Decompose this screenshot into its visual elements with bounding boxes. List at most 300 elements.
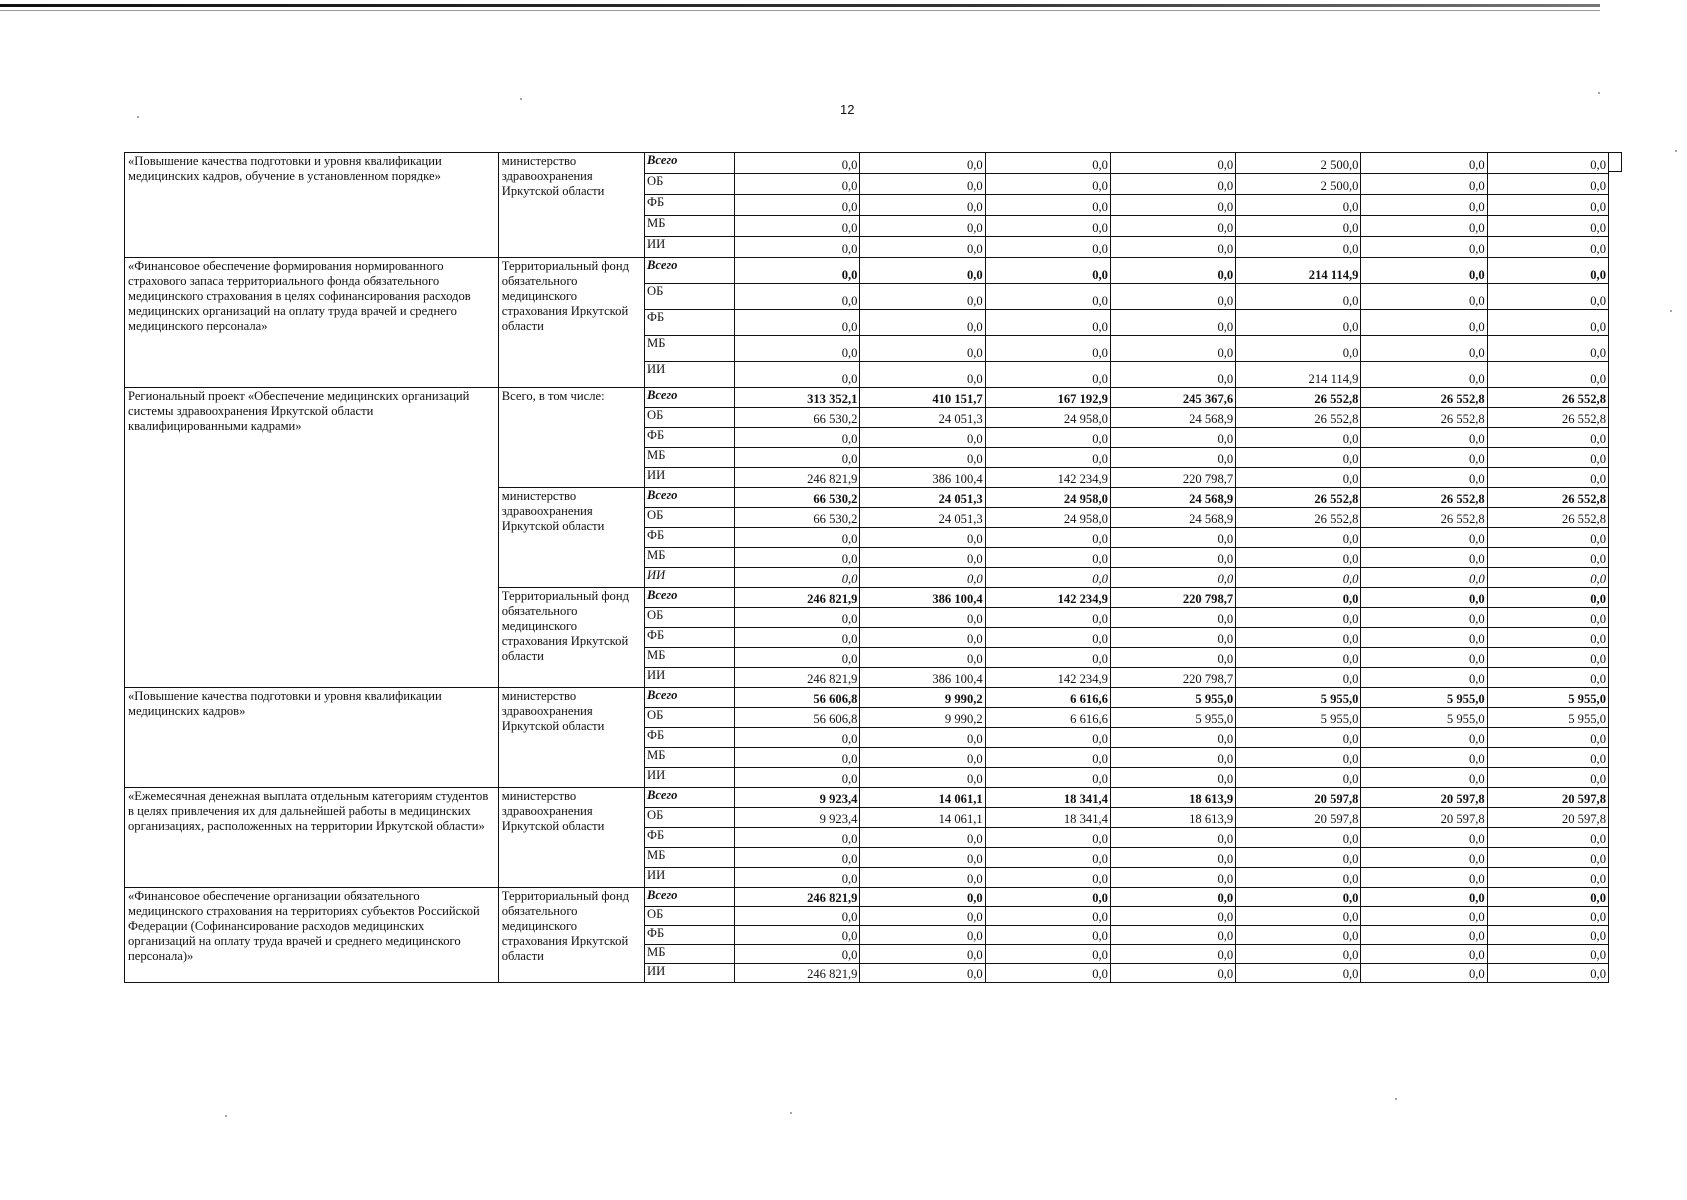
amount-cell: 0,0	[860, 548, 985, 568]
budget-table-body	[125, 153, 1609, 983]
amount-cell: 0,0	[1110, 568, 1235, 588]
amount-cell: 5 955,0	[1487, 708, 1608, 728]
table-row	[125, 788, 1609, 808]
amount-cell: 5 955,0	[1361, 708, 1487, 728]
funding-source: ОБ	[645, 284, 735, 310]
amount-cell: 26 552,8	[1487, 408, 1608, 428]
amount-cell: 26 552,8	[1236, 488, 1361, 508]
amount-cell: 0,0	[1487, 528, 1608, 548]
funding-source: ИИ	[645, 964, 735, 983]
funding-source: ФБ	[645, 428, 735, 448]
amount-cell: 0,0	[1110, 153, 1235, 174]
amount-cell: 0,0	[1110, 258, 1235, 284]
amount-cell: 9 923,4	[735, 788, 860, 808]
amount-cell: 24 958,0	[985, 508, 1110, 528]
amount-cell: 0,0	[1487, 907, 1608, 926]
amount-cell: 0,0	[1487, 945, 1608, 964]
funding-source: ФБ	[645, 628, 735, 648]
amount-cell: 0,0	[1110, 848, 1235, 868]
funding-source: ИИ	[645, 668, 735, 688]
amount-cell: 0,0	[985, 907, 1110, 926]
amount-cell: 0,0	[985, 336, 1110, 362]
scan-speck	[1670, 310, 1672, 312]
amount-cell: 0,0	[985, 284, 1110, 310]
amount-cell: 0,0	[860, 362, 985, 388]
funding-source: Всего	[645, 488, 735, 508]
table-row	[125, 388, 1609, 408]
amount-cell: 20 597,8	[1487, 788, 1608, 808]
amount-cell: 0,0	[735, 216, 860, 237]
amount-cell: 0,0	[735, 548, 860, 568]
amount-cell: 0,0	[985, 768, 1110, 788]
amount-cell: 0,0	[1110, 648, 1235, 668]
amount-cell: 5 955,0	[1236, 688, 1361, 708]
amount-cell: 0,0	[1361, 428, 1487, 448]
amount-cell: 5 955,0	[1487, 688, 1608, 708]
funding-source: Всего	[645, 588, 735, 608]
amount-cell: 0,0	[985, 608, 1110, 628]
amount-cell: 0,0	[1487, 668, 1608, 688]
amount-cell: 0,0	[1487, 588, 1608, 608]
amount-cell: 0,0	[985, 195, 1110, 216]
amount-cell: 0,0	[1236, 468, 1361, 488]
table-row	[125, 688, 1609, 708]
amount-cell: 0,0	[735, 648, 860, 668]
funding-source: ОБ	[645, 608, 735, 628]
funding-source: Всего	[645, 388, 735, 408]
amount-cell: 0,0	[860, 728, 985, 748]
amount-cell: 167 192,9	[985, 388, 1110, 408]
funding-source: ОБ	[645, 708, 735, 728]
amount-cell: 0,0	[1110, 174, 1235, 195]
amount-cell: 26 552,8	[1487, 488, 1608, 508]
table-row	[125, 153, 1609, 174]
amount-cell: 220 798,7	[1110, 468, 1235, 488]
amount-cell: 0,0	[860, 428, 985, 448]
amount-cell: 0,0	[985, 362, 1110, 388]
amount-cell: 0,0	[1110, 945, 1235, 964]
amount-cell: 0,0	[860, 310, 985, 336]
amount-cell: 66 530,2	[735, 408, 860, 428]
amount-cell: 0,0	[1361, 284, 1487, 310]
amount-cell: 0,0	[860, 964, 985, 983]
amount-cell: 26 552,8	[1487, 508, 1608, 528]
amount-cell: 0,0	[1236, 768, 1361, 788]
amount-cell: 0,0	[1487, 748, 1608, 768]
amount-cell: 0,0	[985, 428, 1110, 448]
amount-cell: 0,0	[1487, 728, 1608, 748]
amount-cell: 0,0	[1110, 907, 1235, 926]
amount-cell: 0,0	[985, 548, 1110, 568]
amount-cell: 0,0	[1236, 728, 1361, 748]
measure-description: Региональный проект «Обеспечение медицинских организаций системы здравоохранения Иркутской области квалифицированными кадрами»	[125, 388, 499, 688]
amount-cell: 9 923,4	[735, 808, 860, 828]
funding-source: ОБ	[645, 408, 735, 428]
amount-cell: 0,0	[1236, 868, 1361, 888]
amount-cell: 0,0	[860, 174, 985, 195]
amount-cell: 0,0	[985, 568, 1110, 588]
amount-cell: 0,0	[1236, 216, 1361, 237]
amount-cell: 0,0	[1236, 568, 1361, 588]
measure-description: «Финансовое обеспечение организации обязательного медицинского страхования на территориях субъектов Российской Федерации (Софинансирование расходов медицинских организаций на оплату труда врачей и среднего медицинского персонала)»	[125, 888, 499, 983]
amount-cell: 20 597,8	[1361, 788, 1487, 808]
amount-cell: 0,0	[985, 748, 1110, 768]
amount-cell: 0,0	[735, 628, 860, 648]
amount-cell: 0,0	[1361, 907, 1487, 926]
amount-cell: 0,0	[1487, 195, 1608, 216]
amount-cell: 24 568,9	[1110, 488, 1235, 508]
amount-cell: 0,0	[1487, 174, 1608, 195]
amount-cell: 0,0	[1361, 528, 1487, 548]
amount-cell: 26 552,8	[1236, 508, 1361, 528]
amount-cell: 0,0	[985, 448, 1110, 468]
amount-cell: 20 597,8	[1236, 808, 1361, 828]
amount-cell: 24 051,3	[860, 408, 985, 428]
amount-cell: 0,0	[985, 237, 1110, 258]
amount-cell: 0,0	[1110, 448, 1235, 468]
amount-cell: 0,0	[1110, 768, 1235, 788]
scan-speck	[790, 1112, 792, 1114]
amount-cell: 0,0	[735, 945, 860, 964]
amount-cell: 0,0	[1110, 828, 1235, 848]
amount-cell: 0,0	[1361, 195, 1487, 216]
amount-cell: 0,0	[1236, 237, 1361, 258]
funding-source: МБ	[645, 448, 735, 468]
funding-source: ФБ	[645, 195, 735, 216]
amount-cell: 0,0	[1236, 628, 1361, 648]
amount-cell: 0,0	[860, 195, 985, 216]
amount-cell: 0,0	[735, 926, 860, 945]
amount-cell: 0,0	[735, 428, 860, 448]
measure-description: «Повышение качества подготовки и уровня квалификации медицинских кадров, обучение в установленном порядке»	[125, 153, 499, 258]
amount-cell: 0,0	[1487, 216, 1608, 237]
amount-cell: 0,0	[1110, 548, 1235, 568]
amount-cell: 0,0	[735, 907, 860, 926]
amount-cell: 18 613,9	[1110, 808, 1235, 828]
amount-cell: 0,0	[1236, 828, 1361, 848]
amount-cell: 0,0	[1361, 628, 1487, 648]
amount-cell: 245 367,6	[1110, 388, 1235, 408]
funding-source: ИИ	[645, 468, 735, 488]
amount-cell: 246 821,9	[735, 888, 860, 907]
amount-cell: 386 100,4	[860, 668, 985, 688]
amount-cell: 2 500,0	[1236, 174, 1361, 195]
amount-cell: 0,0	[1110, 528, 1235, 548]
funding-source: ОБ	[645, 907, 735, 926]
scan-speck	[1395, 1098, 1397, 1100]
amount-cell: 386 100,4	[860, 468, 985, 488]
amount-cell: 214 114,9	[1236, 258, 1361, 284]
amount-cell: 0,0	[1361, 448, 1487, 468]
amount-cell: 0,0	[1110, 195, 1235, 216]
amount-cell: 24 051,3	[860, 508, 985, 528]
amount-cell: 0,0	[1487, 868, 1608, 888]
responsible-org: Всего, в том числе:	[498, 388, 644, 488]
amount-cell: 14 061,1	[860, 788, 985, 808]
amount-cell: 0,0	[860, 648, 985, 668]
amount-cell: 0,0	[1361, 468, 1487, 488]
scan-speck	[225, 1115, 227, 1117]
amount-cell: 0,0	[860, 216, 985, 237]
responsible-org: министерство здравоохранения Иркутской области	[498, 488, 644, 588]
amount-cell: 6 616,6	[985, 708, 1110, 728]
amount-cell: 24 958,0	[985, 488, 1110, 508]
amount-cell: 0,0	[1361, 648, 1487, 668]
amount-cell: 386 100,4	[860, 588, 985, 608]
amount-cell: 0,0	[1487, 310, 1608, 336]
amount-cell: 0,0	[1236, 907, 1361, 926]
amount-cell: 0,0	[1361, 548, 1487, 568]
amount-cell: 0,0	[1487, 548, 1608, 568]
funding-source: МБ	[645, 848, 735, 868]
amount-cell: 24 958,0	[985, 408, 1110, 428]
amount-cell: 0,0	[735, 174, 860, 195]
amount-cell: 214 114,9	[1236, 362, 1361, 388]
amount-cell: 0,0	[1487, 336, 1608, 362]
amount-cell: 0,0	[735, 748, 860, 768]
amount-cell: 0,0	[1361, 828, 1487, 848]
amount-cell: 5 955,0	[1361, 688, 1487, 708]
amount-cell: 0,0	[860, 828, 985, 848]
amount-cell: 0,0	[1110, 888, 1235, 907]
amount-cell: 0,0	[860, 848, 985, 868]
amount-cell: 0,0	[1110, 428, 1235, 448]
measure-description: «Ежемесячная денежная выплата отдельным категориям студентов в целях привлечения их для дальнейшей работы в медицинских организациях, расположенных на территории Иркутской области»	[125, 788, 499, 888]
amount-cell: 0,0	[985, 888, 1110, 907]
funding-source: Всего	[645, 258, 735, 284]
amount-cell: 0,0	[860, 528, 985, 548]
amount-cell: 0,0	[1110, 237, 1235, 258]
amount-cell: 0,0	[860, 153, 985, 174]
amount-cell: 0,0	[1487, 153, 1608, 174]
amount-cell: 0,0	[1110, 608, 1235, 628]
amount-cell: 142 234,9	[985, 668, 1110, 688]
amount-cell: 26 552,8	[1361, 488, 1487, 508]
amount-cell: 0,0	[985, 728, 1110, 748]
amount-cell: 0,0	[1236, 848, 1361, 868]
amount-cell: 410 151,7	[860, 388, 985, 408]
amount-cell: 0,0	[1487, 926, 1608, 945]
amount-cell: 0,0	[735, 728, 860, 748]
amount-cell: 0,0	[735, 448, 860, 468]
funding-source: МБ	[645, 945, 735, 964]
amount-cell: 0,0	[1236, 926, 1361, 945]
table-edge-mark	[1609, 152, 1622, 172]
amount-cell: 0,0	[1361, 310, 1487, 336]
table-row	[125, 888, 1609, 907]
amount-cell: 0,0	[735, 608, 860, 628]
table-row	[125, 258, 1609, 284]
amount-cell: 0,0	[1361, 964, 1487, 983]
amount-cell: 0,0	[1236, 548, 1361, 568]
amount-cell: 66 530,2	[735, 508, 860, 528]
funding-source: ОБ	[645, 808, 735, 828]
amount-cell: 0,0	[1487, 237, 1608, 258]
amount-cell: 5 955,0	[1110, 708, 1235, 728]
amount-cell: 0,0	[860, 568, 985, 588]
amount-cell: 0,0	[735, 768, 860, 788]
amount-cell: 0,0	[1236, 336, 1361, 362]
amount-cell: 0,0	[1236, 528, 1361, 548]
amount-cell: 0,0	[1487, 848, 1608, 868]
funding-source: Всего	[645, 788, 735, 808]
amount-cell: 142 234,9	[985, 468, 1110, 488]
amount-cell: 18 613,9	[1110, 788, 1235, 808]
amount-cell: 0,0	[1361, 362, 1487, 388]
amount-cell: 18 341,4	[985, 808, 1110, 828]
funding-source: МБ	[645, 748, 735, 768]
amount-cell: 0,0	[1361, 174, 1487, 195]
scan-speck	[1598, 92, 1600, 94]
funding-source: ОБ	[645, 174, 735, 195]
responsible-org: Территориальный фонд обязательного медицинского страхования Иркутской области	[498, 258, 644, 388]
amount-cell: 0,0	[735, 284, 860, 310]
amount-cell: 0,0	[1236, 428, 1361, 448]
amount-cell: 0,0	[1236, 748, 1361, 768]
funding-source: Всего	[645, 153, 735, 174]
measure-description: «Повышение качества подготовки и уровня квалификации медицинских кадров»	[125, 688, 499, 788]
funding-source: ИИ	[645, 768, 735, 788]
funding-source: ОБ	[645, 508, 735, 528]
amount-cell: 0,0	[1361, 748, 1487, 768]
amount-cell: 246 821,9	[735, 964, 860, 983]
funding-source: ИИ	[645, 568, 735, 588]
amount-cell: 0,0	[860, 448, 985, 468]
funding-source: МБ	[645, 336, 735, 362]
responsible-org: министерство здравоохранения Иркутской области	[498, 688, 644, 788]
amount-cell: 0,0	[1487, 768, 1608, 788]
amount-cell: 0,0	[735, 848, 860, 868]
amount-cell: 0,0	[1487, 648, 1608, 668]
measure-description: «Финансовое обеспечение формирования нормированного страхового запаса территориального фонда обязательного медицинского страхования в целях софинансирования расходов медицинских организаций на оплату труда врачей и среднего медицинского персонала»	[125, 258, 499, 388]
amount-cell: 0,0	[1361, 258, 1487, 284]
budget-table	[124, 152, 1609, 983]
amount-cell: 20 597,8	[1361, 808, 1487, 828]
amount-cell: 0,0	[1487, 362, 1608, 388]
amount-cell: 0,0	[735, 528, 860, 548]
amount-cell: 0,0	[735, 868, 860, 888]
amount-cell: 9 990,2	[860, 708, 985, 728]
amount-cell: 0,0	[1110, 628, 1235, 648]
scan-speck	[1675, 150, 1677, 152]
amount-cell: 0,0	[985, 174, 1110, 195]
amount-cell: 0,0	[1236, 195, 1361, 216]
amount-cell: 0,0	[860, 945, 985, 964]
amount-cell: 0,0	[985, 628, 1110, 648]
amount-cell: 0,0	[1110, 964, 1235, 983]
amount-cell: 0,0	[1361, 237, 1487, 258]
amount-cell: 0,0	[1487, 608, 1608, 628]
scan-speck	[137, 116, 139, 118]
funding-source: ИИ	[645, 362, 735, 388]
amount-cell: 0,0	[985, 945, 1110, 964]
amount-cell: 220 798,7	[1110, 588, 1235, 608]
funding-source: МБ	[645, 648, 735, 668]
amount-cell: 0,0	[860, 284, 985, 310]
amount-cell: 0,0	[1236, 945, 1361, 964]
amount-cell: 26 552,8	[1487, 388, 1608, 408]
amount-cell: 0,0	[985, 216, 1110, 237]
amount-cell: 0,0	[1361, 888, 1487, 907]
amount-cell: 5 955,0	[1236, 708, 1361, 728]
amount-cell: 0,0	[1487, 964, 1608, 983]
amount-cell: 66 530,2	[735, 488, 860, 508]
funding-source: МБ	[645, 216, 735, 237]
amount-cell: 313 352,1	[735, 388, 860, 408]
amount-cell: 0,0	[1487, 828, 1608, 848]
amount-cell: 26 552,8	[1236, 388, 1361, 408]
amount-cell: 0,0	[1361, 668, 1487, 688]
amount-cell: 142 234,9	[985, 588, 1110, 608]
amount-cell: 14 061,1	[860, 808, 985, 828]
amount-cell: 0,0	[1110, 216, 1235, 237]
page-number: 12	[840, 102, 855, 117]
amount-cell: 0,0	[1110, 336, 1235, 362]
amount-cell: 246 821,9	[735, 668, 860, 688]
top-border-rule	[0, 4, 1600, 7]
amount-cell: 0,0	[860, 608, 985, 628]
amount-cell: 0,0	[1487, 888, 1608, 907]
amount-cell: 0,0	[735, 828, 860, 848]
amount-cell: 0,0	[1361, 336, 1487, 362]
amount-cell: 0,0	[985, 964, 1110, 983]
amount-cell: 0,0	[1110, 926, 1235, 945]
funding-source: ИИ	[645, 868, 735, 888]
amount-cell: 0,0	[1361, 153, 1487, 174]
funding-source: ФБ	[645, 310, 735, 336]
amount-cell: 0,0	[1361, 568, 1487, 588]
amount-cell: 0,0	[860, 888, 985, 907]
amount-cell: 0,0	[735, 568, 860, 588]
amount-cell: 0,0	[860, 907, 985, 926]
amount-cell: 0,0	[860, 336, 985, 362]
amount-cell: 0,0	[1236, 588, 1361, 608]
amount-cell: 0,0	[1361, 768, 1487, 788]
amount-cell: 246 821,9	[735, 588, 860, 608]
amount-cell: 20 597,8	[1236, 788, 1361, 808]
amount-cell: 0,0	[1361, 848, 1487, 868]
amount-cell: 0,0	[985, 828, 1110, 848]
amount-cell: 0,0	[1361, 868, 1487, 888]
amount-cell: 56 606,8	[735, 708, 860, 728]
amount-cell: 0,0	[1110, 728, 1235, 748]
responsible-org: министерство здравоохранения Иркутской области	[498, 153, 644, 258]
amount-cell: 0,0	[860, 748, 985, 768]
amount-cell: 0,0	[1487, 258, 1608, 284]
responsible-org: Территориальный фонд обязательного медицинского страхования Иркутской области	[498, 588, 644, 688]
amount-cell: 0,0	[860, 868, 985, 888]
amount-cell: 0,0	[735, 237, 860, 258]
amount-cell: 0,0	[860, 628, 985, 648]
amount-cell: 5 955,0	[1110, 688, 1235, 708]
responsible-org: Территориальный фонд обязательного медицинского страхования Иркутской области	[498, 888, 644, 983]
amount-cell: 0,0	[985, 648, 1110, 668]
amount-cell: 26 552,8	[1361, 508, 1487, 528]
amount-cell: 0,0	[1236, 310, 1361, 336]
funding-source: ФБ	[645, 528, 735, 548]
amount-cell: 0,0	[735, 336, 860, 362]
amount-cell: 0,0	[985, 868, 1110, 888]
amount-cell: 0,0	[860, 926, 985, 945]
amount-cell: 0,0	[860, 768, 985, 788]
amount-cell: 24 568,9	[1110, 508, 1235, 528]
funding-source: Всего	[645, 688, 735, 708]
funding-source: ФБ	[645, 926, 735, 945]
amount-cell: 0,0	[1361, 608, 1487, 628]
amount-cell: 0,0	[1487, 428, 1608, 448]
amount-cell: 0,0	[860, 237, 985, 258]
amount-cell: 0,0	[1361, 728, 1487, 748]
